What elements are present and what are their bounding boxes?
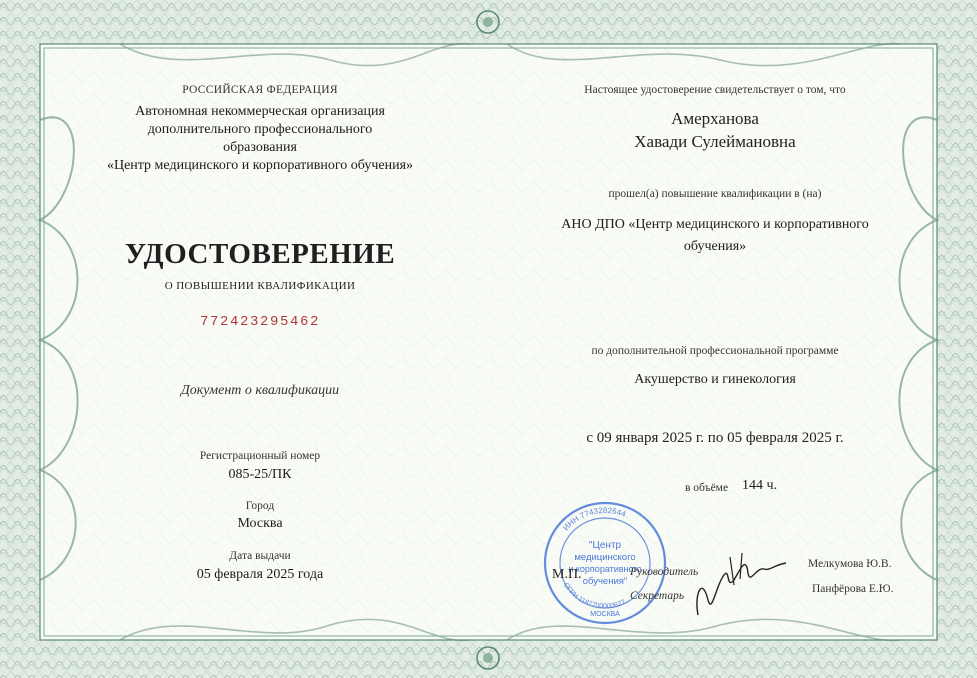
registration-value: 085-25/ПК — [228, 467, 292, 482]
stamp-ogrn: ОГРН 1187700000627 — [561, 581, 627, 611]
intro-text: Настоящее удостоверение свидетельствует о том, что — [584, 84, 846, 96]
holder-surname: Амерханова — [671, 109, 759, 128]
program-label: по дополнительной профессиональной программе — [591, 345, 839, 357]
issue-date-label: Дата выдачи — [229, 550, 291, 562]
head-name: Мелкумова Ю.В. — [808, 558, 892, 570]
org-line-3: образования — [223, 140, 297, 155]
city-value: Москва — [237, 516, 283, 531]
volume-label: в объёме — [685, 482, 729, 494]
training-period: с 09 января 2025 г. по 05 февраля 2025 г. — [586, 430, 844, 446]
stamp-place-mark: М.П. — [552, 567, 582, 582]
secretary-name: Панфёрова Е.Ю. — [812, 583, 894, 595]
registration-label: Регистрационный номер — [199, 450, 321, 462]
document-type: Документ о квалификации — [180, 383, 340, 398]
official-stamp — [540, 498, 670, 628]
stamp-line-1: "Центр — [588, 540, 622, 551]
passed-label: прошел(а) повышение квалификации в (на) — [608, 188, 822, 200]
holder-given-names: Хавади Сулеймановна — [634, 132, 796, 151]
country-name: РОССИЙСКАЯ ФЕДЕРАЦИЯ — [182, 84, 338, 96]
org-line-1: Автономная некоммерческая организация — [135, 104, 385, 119]
stamp-line-4: обучения" — [582, 576, 628, 587]
stamp-city: МОСКВА — [590, 611, 620, 618]
org-line-4: «Центр медицинского и корпоративного обучения» — [106, 158, 414, 173]
signature-scribble — [690, 545, 790, 625]
stamp-inn: ИНН 7743282644 — [561, 505, 628, 533]
org-line-2: дополнительного профессионального — [147, 122, 373, 137]
stamp-line-2: медицинского — [574, 552, 636, 563]
stamp-line-3: и корпоративного — [568, 564, 642, 574]
city-label: Город — [245, 500, 275, 512]
head-label: Руководитель — [630, 566, 699, 578]
secretary-label: Секретарь — [630, 590, 685, 602]
document-title: УДОСТОВЕРЕНИЕ — [124, 238, 396, 270]
training-org-line-1: АНО ДПО «Центр медицинского и корпоративного — [561, 217, 869, 232]
issue-date-value: 05 февраля 2025 года — [196, 567, 324, 582]
document-subtitle: О ПОВЫШЕНИИ КВАЛИФИКАЦИИ — [164, 280, 356, 292]
serial-number: 772423295462 — [199, 314, 321, 330]
training-org-line-2: обучения» — [683, 239, 747, 254]
program-name: Акушерство и гинекология — [634, 372, 796, 387]
volume-value: 144 ч. — [742, 478, 778, 493]
